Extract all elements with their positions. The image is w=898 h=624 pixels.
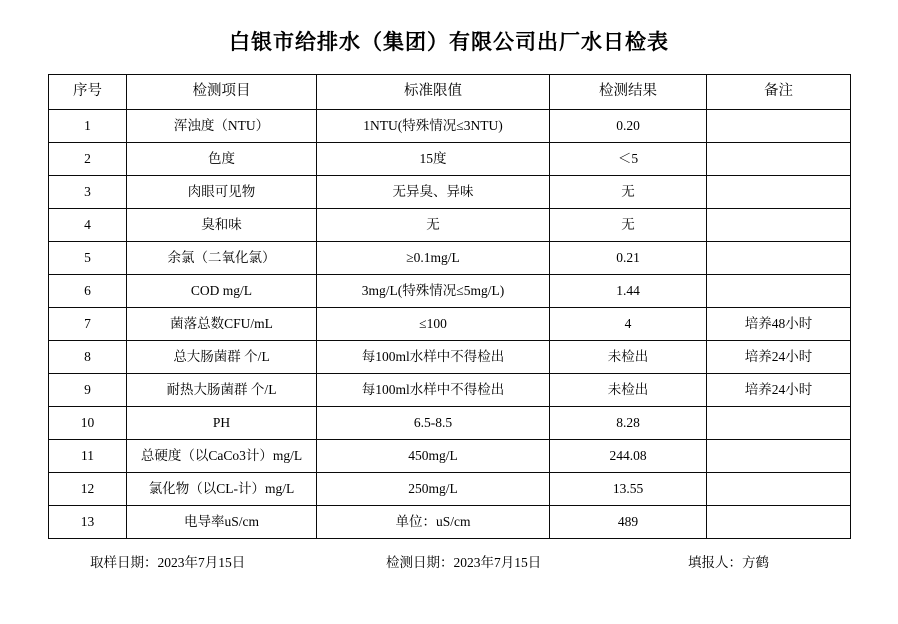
column-header-note: 备注 — [707, 75, 851, 110]
table-header-row — [49, 75, 851, 110]
footer — [48, 551, 850, 573]
column-header-limit: 标准限值 — [317, 75, 550, 110]
cell-note — [707, 407, 851, 440]
cell-item: 余氯（二氧化氯） — [127, 242, 317, 275]
cell-result: 0.21 — [550, 242, 707, 275]
cell-note — [707, 473, 851, 506]
cell-limit: ≥0.1mg/L — [317, 242, 550, 275]
cell-result: 13.55 — [550, 473, 707, 506]
table-row — [49, 407, 851, 440]
cell-limit: 3mg/L(特殊情况≤5mg/L) — [317, 275, 550, 308]
cell-note — [707, 506, 851, 539]
cell-limit: 6.5-8.5 — [317, 407, 550, 440]
column-header-result: 检测结果 — [550, 75, 707, 110]
water-quality-table — [48, 74, 851, 539]
cell-item: 菌落总数CFU/mL — [127, 308, 317, 341]
table-row — [49, 209, 851, 242]
cell-result: 489 — [550, 506, 707, 539]
table-row — [49, 242, 851, 275]
cell-no: 11 — [49, 440, 127, 473]
table-row — [49, 275, 851, 308]
cell-result: 0.20 — [550, 110, 707, 143]
sample-date: 取样日期：2023年7月15日 — [90, 555, 246, 570]
cell-note — [707, 275, 851, 308]
cell-note — [707, 110, 851, 143]
cell-no: 2 — [49, 143, 127, 176]
cell-item: 总大肠菌群 个/L — [127, 341, 317, 374]
cell-result: 无 — [550, 209, 707, 242]
cell-item: 浑浊度（NTU） — [127, 110, 317, 143]
cell-item: COD mg/L — [127, 275, 317, 308]
table-row — [49, 440, 851, 473]
cell-no: 10 — [49, 407, 127, 440]
cell-limit: 每100ml水样中不得检出 — [317, 341, 550, 374]
cell-note — [707, 143, 851, 176]
cell-no: 7 — [49, 308, 127, 341]
cell-note — [707, 242, 851, 275]
cell-limit: 1NTU(特殊情况≤3NTU) — [317, 110, 550, 143]
cell-note — [707, 176, 851, 209]
page-title: 白银市给排水（集团）有限公司出厂水日检表 — [229, 30, 669, 54]
table-body — [49, 110, 851, 539]
table-row — [49, 176, 851, 209]
cell-note — [707, 209, 851, 242]
table-row — [49, 110, 851, 143]
table-row — [49, 473, 851, 506]
cell-no: 6 — [49, 275, 127, 308]
cell-note: 培养48小时 — [707, 308, 851, 341]
cell-item: 色度 — [127, 143, 317, 176]
column-header-item: 检测项目 — [127, 75, 317, 110]
test-date: 检测日期：2023年7月15日 — [386, 555, 542, 570]
cell-result: 未检出 — [550, 374, 707, 407]
cell-limit: 无异臭、异味 — [317, 176, 550, 209]
cell-result: 未检出 — [550, 341, 707, 374]
reporter: 填报人：方鹤 — [688, 555, 769, 570]
cell-result: ＜5 — [550, 143, 707, 176]
cell-limit: 无 — [317, 209, 550, 242]
cell-note: 培养24小时 — [707, 374, 851, 407]
cell-note: 培养24小时 — [707, 341, 851, 374]
cell-item: 电导率uS/cm — [127, 506, 317, 539]
cell-no: 9 — [49, 374, 127, 407]
table-row — [49, 143, 851, 176]
cell-result: 244.08 — [550, 440, 707, 473]
cell-limit: 250mg/L — [317, 473, 550, 506]
cell-no: 4 — [49, 209, 127, 242]
cell-item: 氯化物（以CL-计）mg/L — [127, 473, 317, 506]
cell-item: PH — [127, 407, 317, 440]
table-row — [49, 374, 851, 407]
cell-no: 1 — [49, 110, 127, 143]
cell-no: 3 — [49, 176, 127, 209]
table-header — [49, 75, 851, 110]
table-row — [49, 506, 851, 539]
cell-result: 8.28 — [550, 407, 707, 440]
cell-limit: ≤100 — [317, 308, 550, 341]
cell-limit: 15度 — [317, 143, 550, 176]
cell-note — [707, 440, 851, 473]
cell-no: 12 — [49, 473, 127, 506]
cell-no: 13 — [49, 506, 127, 539]
cell-result: 无 — [550, 176, 707, 209]
cell-result: 4 — [550, 308, 707, 341]
cell-item: 臭和味 — [127, 209, 317, 242]
cell-no: 5 — [49, 242, 127, 275]
cell-result: 1.44 — [550, 275, 707, 308]
cell-item: 耐热大肠菌群 个/L — [127, 374, 317, 407]
table-row — [49, 341, 851, 374]
cell-item: 肉眼可见物 — [127, 176, 317, 209]
table-row — [49, 308, 851, 341]
cell-limit: 450mg/L — [317, 440, 550, 473]
cell-limit: 单位：uS/cm — [317, 506, 550, 539]
cell-no: 8 — [49, 341, 127, 374]
column-header-no: 序号 — [49, 75, 127, 110]
cell-limit: 每100ml水样中不得检出 — [317, 374, 550, 407]
cell-item: 总硬度（以CaCo3计）mg/L — [127, 440, 317, 473]
